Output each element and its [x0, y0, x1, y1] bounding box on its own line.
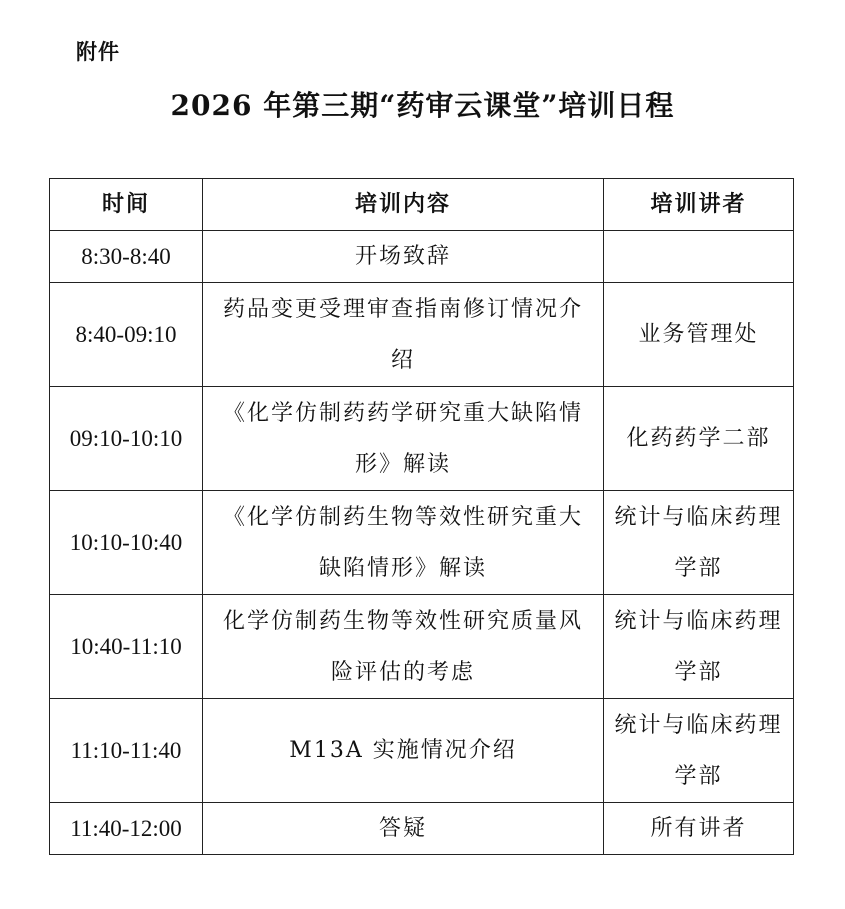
cell-content: M13A 实施情况介绍	[203, 699, 604, 803]
schedule-table	[49, 178, 794, 855]
cell-time: 8:40-09:10	[50, 283, 203, 387]
cell-speaker: 统计与临床药理学部	[604, 699, 794, 803]
header-speaker: 培训讲者	[604, 179, 794, 231]
cell-speaker: 统计与临床药理学部	[604, 595, 794, 699]
table-row	[50, 231, 794, 283]
cell-time: 10:40-11:10	[50, 595, 203, 699]
table-row	[50, 387, 794, 491]
table-row	[50, 283, 794, 387]
cell-speaker	[604, 231, 794, 283]
header-time: 时间	[50, 179, 203, 231]
cell-content: 《化学仿制药生物等效性研究重大缺陷情形》解读	[203, 491, 604, 595]
attachment-label: 附件	[76, 40, 120, 64]
table-header-row	[50, 179, 794, 231]
cell-speaker: 统计与临床药理学部	[604, 491, 794, 595]
cell-time: 11:40-12:00	[50, 803, 203, 855]
cell-speaker: 化药药学二部	[604, 387, 794, 491]
table-row	[50, 491, 794, 595]
cell-speaker: 业务管理处	[604, 283, 794, 387]
header-content: 培训内容	[203, 179, 604, 231]
cell-time: 09:10-10:10	[50, 387, 203, 491]
table-row	[50, 699, 794, 803]
cell-speaker: 所有讲者	[604, 803, 794, 855]
cell-content: 开场致辞	[203, 231, 604, 283]
cell-time: 10:10-10:40	[50, 491, 203, 595]
cell-content: 答疑	[203, 803, 604, 855]
table-row	[50, 803, 794, 855]
cell-time: 8:30-8:40	[50, 231, 203, 283]
cell-content: 《化学仿制药药学研究重大缺陷情形》解读	[203, 387, 604, 491]
cell-time: 11:10-11:40	[50, 699, 203, 803]
page-title: 2026 年第三期“药审云课堂”培训日程	[170, 89, 675, 122]
cell-content: 药品变更受理审查指南修订情况介绍	[203, 283, 604, 387]
cell-content: 化学仿制药生物等效性研究质量风险评估的考虑	[203, 595, 604, 699]
table-row	[50, 595, 794, 699]
